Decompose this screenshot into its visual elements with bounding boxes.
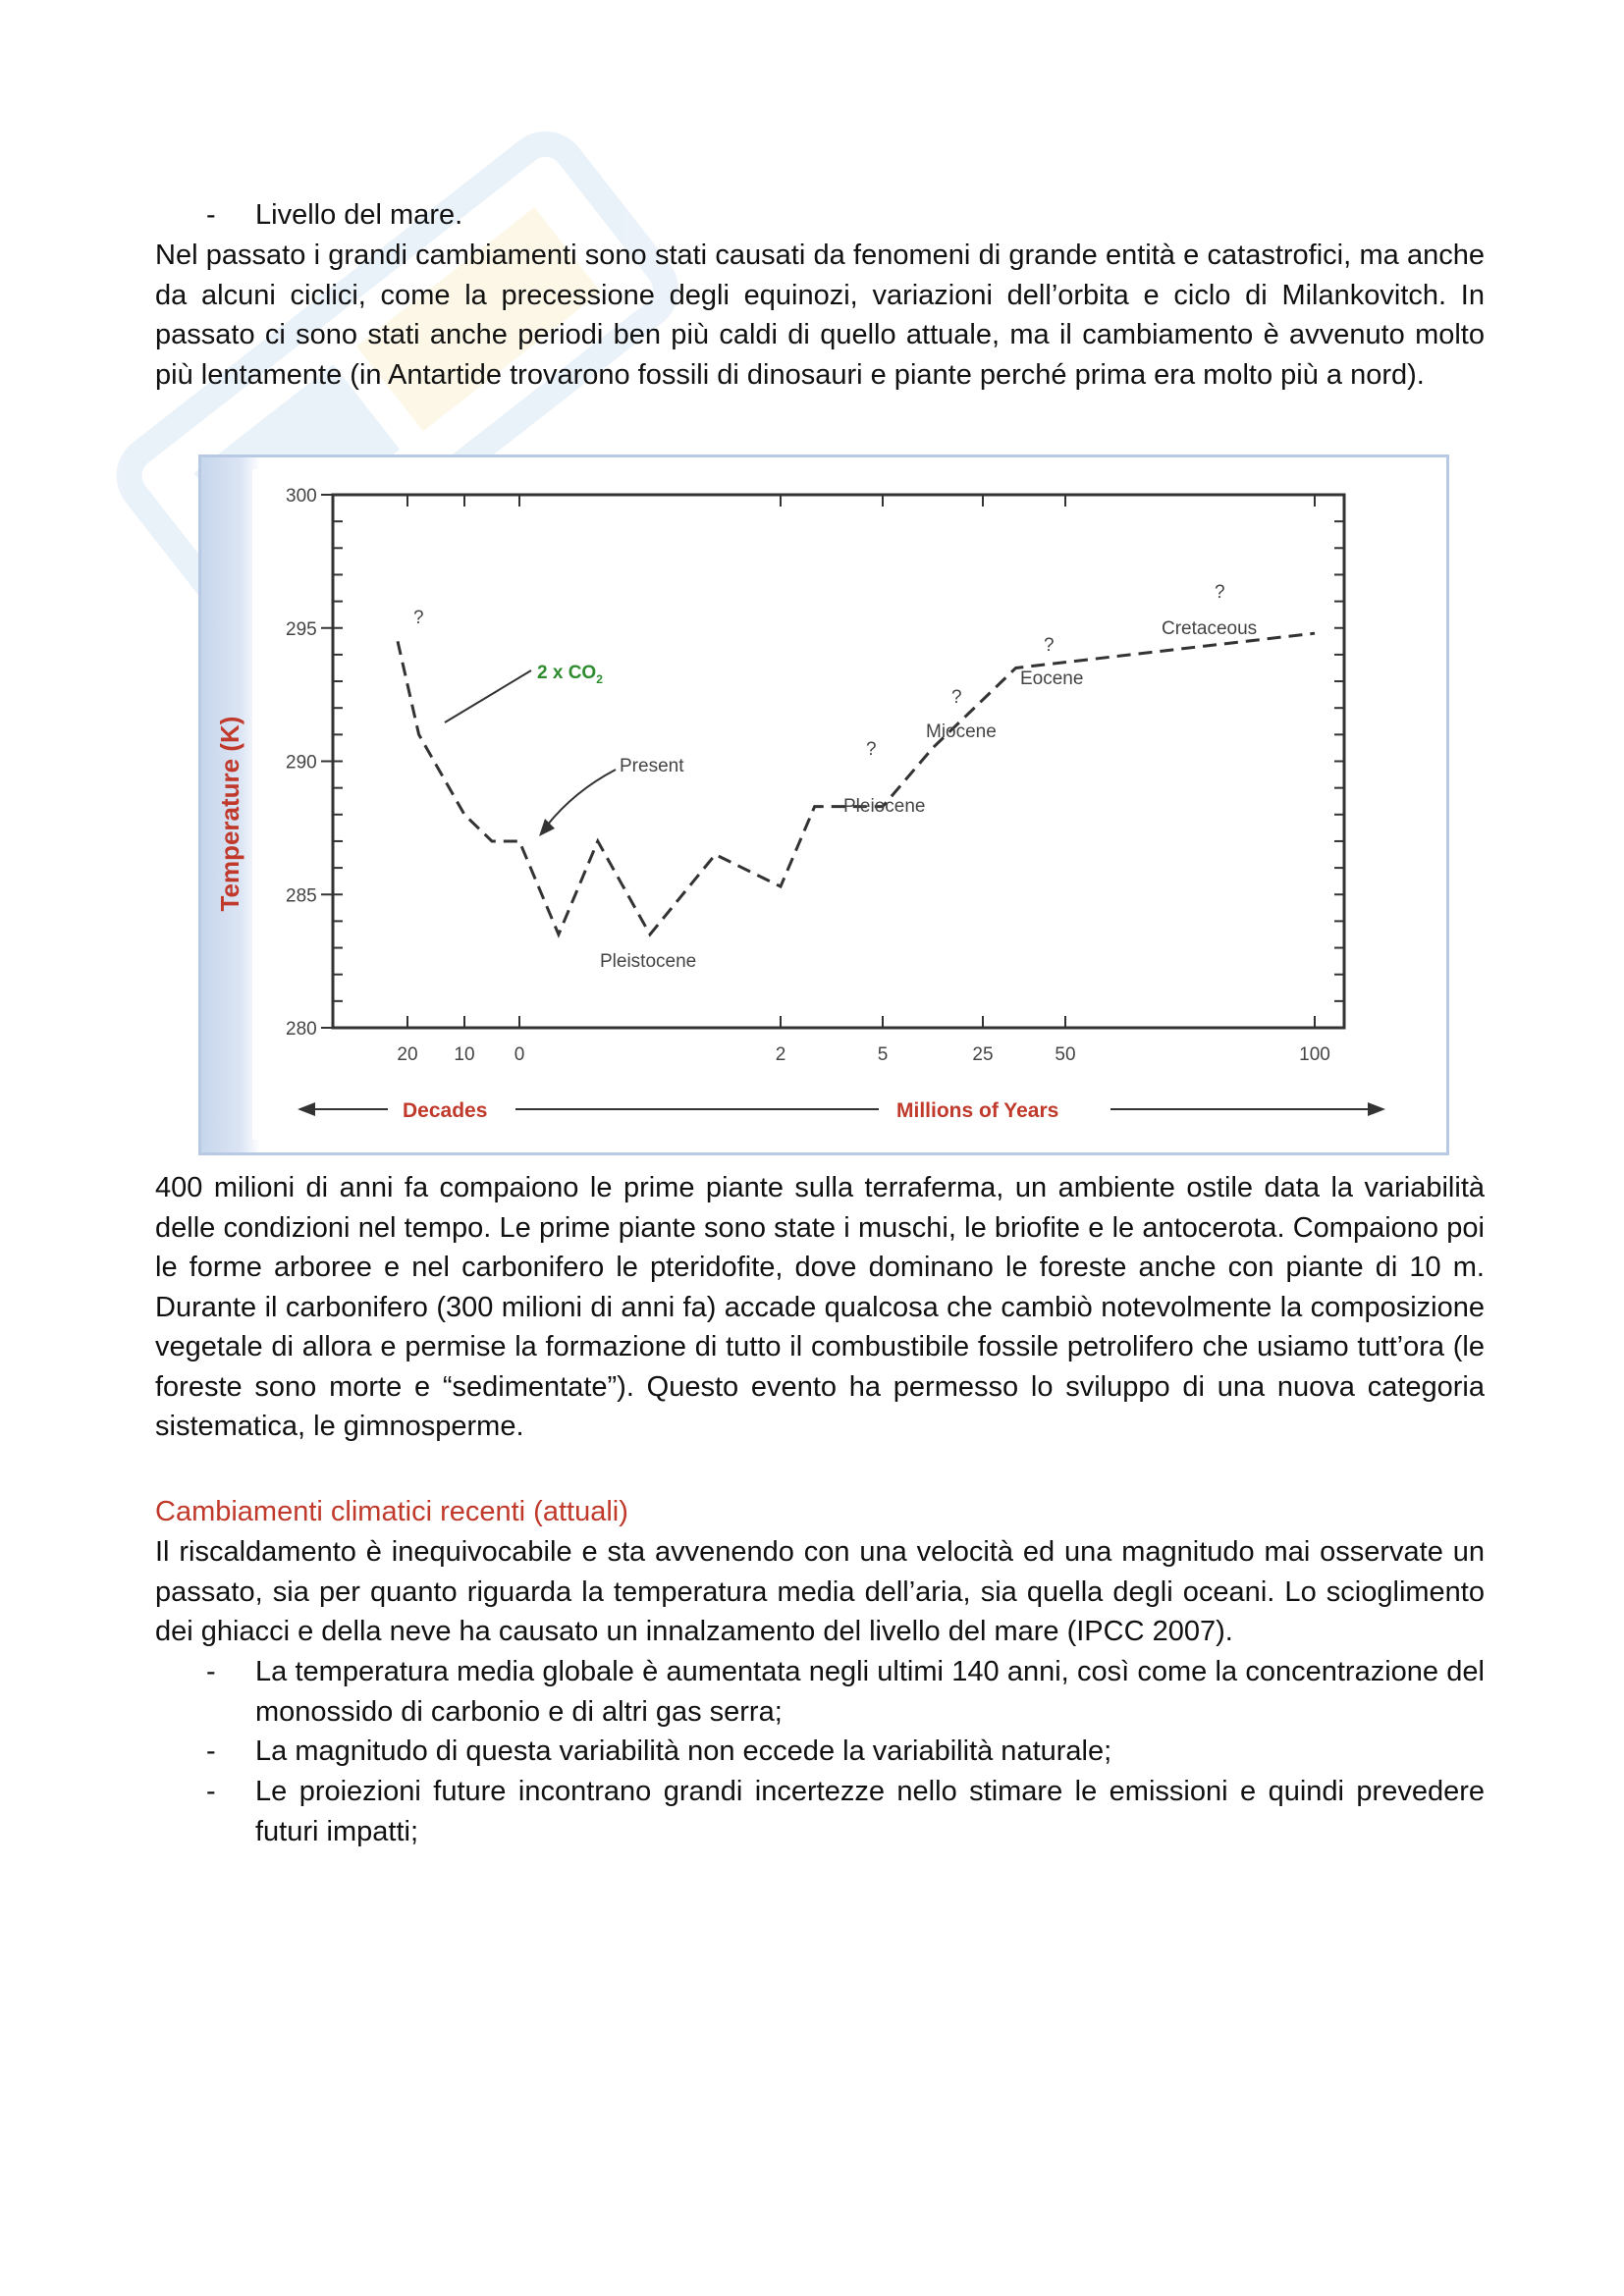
- bullet-text: Livello del mare.: [255, 199, 463, 231]
- paragraph-first-plants: 400 milioni di anni fa compaiono le prime piante sulla terraferma, un ambiente ostile data la variabilità delle condizioni nel tempo. Le prime piante sono state i muschi, le briofite e le antocerota. Compaiono poi le forme arboree e nel carbonifero le pteridofite, dove dominano le foreste anche con piante di 10 m. Durante il carbonifero (300 milioni di anni fa) accade qualcosa che cambiò notevolmente la composizione vegetale di allora e permise la formazione di tutto il combustibile fossile petrolifero che usiamo tutt’ora (le foreste sono morte e “sedimentate”). Questo evento ha permesso lo sviluppo di una nuova categoria sistematica, le gimnosperme.: [155, 1172, 1485, 1442]
- plot-frame: [333, 495, 1344, 1028]
- bullet-sea-level: [155, 195, 1485, 236]
- x-ticks: [397, 495, 1329, 1065]
- paragraph-recent-changes: Il riscaldamento è inequivocabile e sta avvenendo con una velocità ed una magnitudo mai osservate un passato, sia per quanto riguarda la temperatura media dell’aria, sia quella degli oceani. Lo scioglimento dei ghiacci e della neve ha causato un innalzamento del livello del mare (IPCC 2007).: [155, 1536, 1485, 1647]
- annotation-question-miocene: ?: [951, 687, 962, 708]
- x-label-millions: Millions of Years: [896, 1099, 1059, 1122]
- millions-arrowhead: [1368, 1102, 1385, 1116]
- x-axis-labels: [298, 1099, 1385, 1122]
- bullet-dash: -: [206, 1656, 216, 1687]
- annotation-present-arrowhead: [539, 819, 555, 836]
- annotation-question-cretaceous: ?: [1215, 582, 1225, 603]
- annotation-2xco2-arrow: [445, 670, 531, 722]
- annotation-eocene: Eocene: [1020, 668, 1084, 689]
- bullet-dash: -: [206, 1735, 216, 1767]
- bullet-text: Le proiezioni future incontrano grandi incertezze nello stimare le emissioni e quindi prevedere futuri impatti;: [255, 1776, 1485, 1847]
- decades-arrowhead: [298, 1102, 315, 1116]
- minor-ticks: [333, 521, 1344, 1001]
- annotation-cretaceous: Cretaceous: [1162, 618, 1258, 639]
- annotation-question-pleiocene: ?: [866, 739, 877, 760]
- section-heading: Cambiamenti climatici recenti (attuali): [155, 1496, 628, 1527]
- x-label-decades: Decades: [403, 1099, 488, 1122]
- bullet-dash: -: [206, 1776, 216, 1807]
- annotation-question: ?: [413, 608, 424, 628]
- y-tick-label: 290: [286, 752, 317, 774]
- annotation-present-arrow: [547, 770, 616, 826]
- annotation-present: Present: [620, 756, 684, 776]
- x-tick-label: 50: [1055, 1044, 1076, 1065]
- y-tick-label: 295: [286, 618, 317, 640]
- annotation-2xco2: 2 x $CO_2$: [537, 663, 603, 686]
- x-tick-label: 0: [514, 1044, 525, 1065]
- temperature-chart: [201, 457, 1446, 1152]
- bullet-item: [155, 1772, 1485, 1851]
- series-line: [398, 633, 1315, 934]
- x-tick-label: 2: [775, 1044, 786, 1065]
- annotation-pleiocene: Pleiocene: [843, 796, 926, 817]
- bullet-item: [155, 1732, 1485, 1772]
- annotation-pleistocene: Pleistocene: [600, 951, 697, 972]
- annotation-question-eocene: ?: [1044, 635, 1055, 656]
- x-tick-label: 25: [972, 1044, 994, 1065]
- y-tick-label: 280: [286, 1019, 317, 1040]
- x-tick-label: 10: [454, 1044, 475, 1065]
- bullet-text: La temperatura media globale è aumentata negli ultimi 140 anni, così come la concentrazione del monossido di carbonio e di altri gas serra;: [255, 1656, 1485, 1728]
- x-tick-label: 100: [1299, 1044, 1330, 1065]
- y-tick-label: 285: [286, 885, 317, 907]
- y-ticks: [286, 486, 333, 1040]
- paragraph-past-changes: Nel passato i grandi cambiamenti sono stati causati da fenomeni di grande entità e catastrofici, ma anche da alcuni ciclici, come la precessione degli equinozi, variazioni dell’orbita e ciclo di Milankovitch. In passato ci sono stati anche periodi ben più caldi di quello attuale, ma il cambiamento è avvenuto molto più lentamente (in Antartide trovarono fossili di dinosauri e piante perché prima era molto più a nord).: [155, 240, 1485, 391]
- annotations: [413, 582, 1257, 972]
- bullet-item: [155, 1652, 1485, 1732]
- temperature-figure: [198, 454, 1449, 1155]
- bullet-dash: -: [206, 199, 216, 231]
- y-axis-label: Temperature (K): [215, 716, 244, 912]
- annotation-miocene: Miocene: [926, 721, 997, 742]
- x-tick-label: 20: [397, 1044, 418, 1065]
- y-tick-label: 300: [286, 486, 317, 507]
- series: [398, 633, 1315, 934]
- x-tick-label: 5: [877, 1044, 889, 1065]
- bullet-text: La magnitudo di questa variabilità non eccede la variabilità naturale;: [255, 1735, 1112, 1767]
